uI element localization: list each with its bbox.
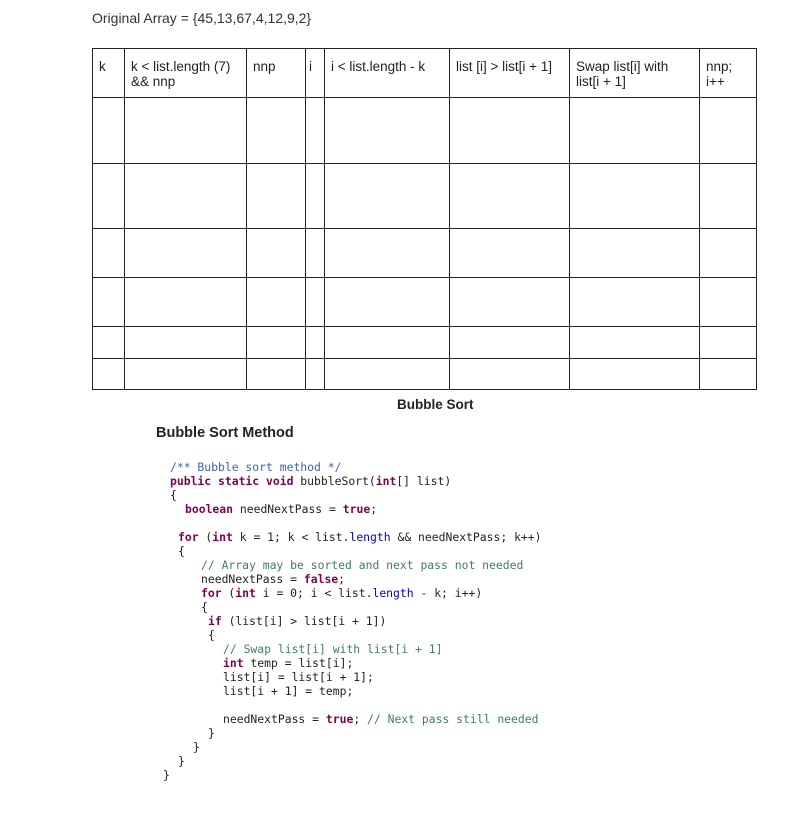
header-nnp: nnp [247,49,306,98]
table-cell[interactable] [700,359,757,390]
header-k-condition: k < list.length (7) && nnp [125,49,247,98]
table-row [93,359,757,390]
table-cell[interactable] [93,229,125,278]
code-line: { [208,628,215,642]
code-line: { [178,544,185,558]
table-cell[interactable] [125,98,247,164]
code-line: if (list[i] > list[i + 1]) [208,614,387,628]
table-cell[interactable] [247,359,306,390]
table-cell[interactable] [450,327,570,359]
table-cell[interactable] [93,164,125,229]
table-cell[interactable] [450,229,570,278]
code-line: } [163,768,170,782]
code-line: // Swap list[i] with list[i + 1] [223,642,443,656]
table-cell[interactable] [700,164,757,229]
table-cell[interactable] [700,98,757,164]
table-cell[interactable] [93,359,125,390]
code-line: } [178,754,185,768]
table-cell[interactable] [125,278,247,327]
table-cell[interactable] [700,278,757,327]
table-row [93,164,757,229]
code-line: int temp = list[i]; [223,656,354,670]
header-i: i [306,49,325,98]
table-cell[interactable] [570,229,700,278]
section-title: Bubble Sort Method [156,425,294,441]
table-cell[interactable] [570,98,700,164]
code-line: list[i] = list[i + 1]; [223,670,374,684]
table-cell[interactable] [570,164,700,229]
table-row [93,98,757,164]
table-caption: Bubble Sort [397,397,474,412]
table-cell[interactable] [570,327,700,359]
table-cell[interactable] [450,359,570,390]
table-cell[interactable] [325,98,450,164]
table-cell[interactable] [700,327,757,359]
table-cell[interactable] [125,164,247,229]
table-cell[interactable] [93,327,125,359]
table-header-row [93,49,757,98]
table-cell[interactable] [306,164,325,229]
table-cell[interactable] [247,278,306,327]
code-line: list[i + 1] = temp; [223,684,354,698]
table-cell[interactable] [325,164,450,229]
table-cell[interactable] [306,98,325,164]
table-cell[interactable] [325,359,450,390]
table-cell[interactable] [247,327,306,359]
code-line: /** Bubble sort method */ [170,460,342,474]
table-cell[interactable] [700,229,757,278]
table-cell[interactable] [450,98,570,164]
table-cell[interactable] [306,278,325,327]
table-cell[interactable] [570,359,700,390]
table-cell[interactable] [306,229,325,278]
table-row [93,278,757,327]
code-line: for (int k = 1; k < list.length && needNextPass; k++) [178,530,542,544]
header-swap: Swap list[i] with list[i + 1] [570,49,700,98]
table-row [93,327,757,359]
header-compare: list [i] > list[i + 1] [450,49,570,98]
code-line: // Array may be sorted and next pass not needed [201,558,524,572]
table-cell[interactable] [247,98,306,164]
table-row [93,229,757,278]
table-cell[interactable] [325,278,450,327]
table-cell[interactable] [247,229,306,278]
table-cell[interactable] [247,164,306,229]
original-array-title: Original Array = {45,13,67,4,12,9,2} [92,10,312,26]
table-cell[interactable] [450,278,570,327]
header-i-condition: i < list.length - k [325,49,450,98]
code-line: boolean needNextPass = true; [185,502,378,516]
trace-table [92,48,757,390]
code-line: needNextPass = false; [201,572,346,586]
code-line: for (int i = 0; i < list.length - k; i++) [201,586,483,600]
table-cell[interactable] [450,164,570,229]
table-cell[interactable] [325,229,450,278]
table-cell[interactable] [93,98,125,164]
table-cell[interactable] [125,359,247,390]
table-cell[interactable] [306,359,325,390]
table-cell[interactable] [93,278,125,327]
code-line: needNextPass = true; // Next pass still needed [223,712,539,726]
code-line: { [201,600,208,614]
table-cell[interactable] [125,229,247,278]
header-k: k [93,49,125,98]
header-nnp-iplus: nnp; i++ [700,49,757,98]
code-line: { [170,488,177,502]
code-line: public static void bubbleSort(int[] list) [170,474,452,488]
table-cell[interactable] [306,327,325,359]
table-cell[interactable] [570,278,700,327]
code-line: } [193,740,200,754]
table-cell[interactable] [125,327,247,359]
code-line: } [208,726,215,740]
table-cell[interactable] [325,327,450,359]
